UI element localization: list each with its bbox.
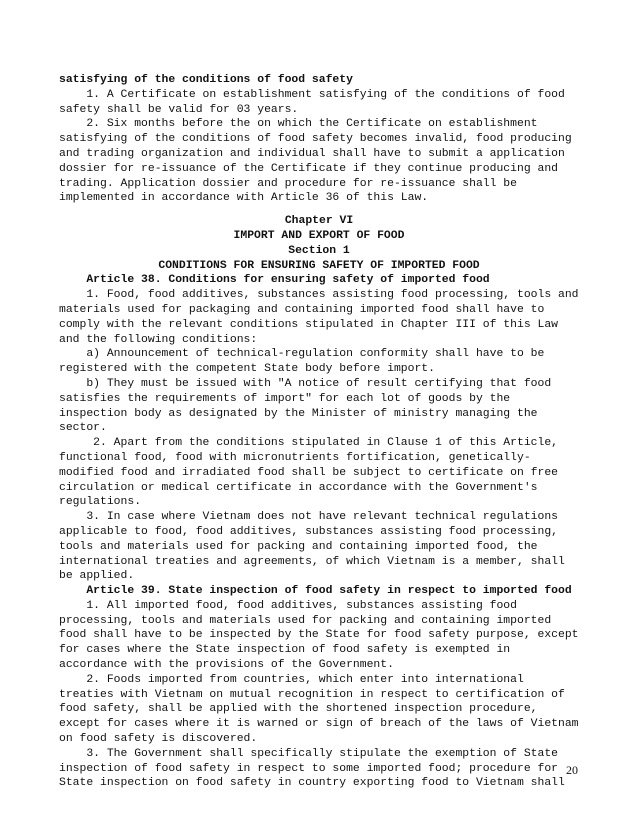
section-number: Section 1: [288, 244, 350, 257]
chapter-title: Chapter VI: [284, 215, 354, 228]
article-38-heading: Article 38. Conditions for ensuring safety of imported food: [59, 274, 490, 287]
text-line: comply with the relevant conditions stipulated in Chapter III of this Law: [59, 318, 558, 331]
text-line: except for cases where it is warned or sign of breach of the laws of Vietnam: [59, 718, 579, 731]
text-line: be applied.: [59, 570, 135, 583]
text-line: materials used for packaging and containing imported food shall have to: [59, 303, 545, 316]
text-line: safety shall be valid for 03 years.: [59, 103, 299, 116]
text-line: and trading organization and individual shall have to submit a application: [59, 147, 565, 160]
page-number: 20: [566, 763, 578, 777]
text-line: satisfies the requirements of import" for each lot of goods by the: [59, 392, 511, 405]
text-line: applicable to food, food additives, substances assisting food processing,: [59, 525, 558, 538]
text-line: a) Announcement of technical-regulation conformity shall have to be: [59, 348, 545, 361]
section-title: CONDITIONS FOR ENSURING SAFETY OF IMPORTED FOOD: [158, 259, 480, 272]
text-line: for cases where the State inspection of food safety is exempted in: [59, 644, 511, 657]
text-line: 2. Foods imported from countries, which enter into international: [59, 673, 524, 686]
text-line: accordance with the provisions of the Government.: [59, 659, 394, 672]
article-39-heading: Article 39. State inspection of food safety in respect to imported food: [59, 585, 572, 598]
text-line: satisfying of the conditions of food safety becomes invalid, food producing: [59, 133, 572, 146]
text-line: food shall have to be inspected by the State for food safety purpose, except: [59, 629, 579, 642]
text-line: 1. Food, food additives, substances assisting food processing, tools and: [59, 289, 579, 302]
text-line: 1. All imported food, food additives, substances assisting food: [59, 599, 517, 612]
text-line: circulation or medical certificate in accordance with the Government's: [59, 481, 538, 494]
text-line: on food safety is discovered.: [59, 733, 258, 746]
text-line: international treaties and agreements, of which Vietnam is a member, shall: [59, 555, 565, 568]
text-line: b) They must be issued with "A notice of result certifying that food: [59, 377, 552, 390]
text-line: 3. The Government shall specifically stipulate the exemption of State: [59, 747, 558, 760]
text-line: trading. Application dossier and procedure for re-issuance shall be: [59, 177, 517, 190]
text-line: and the following conditions:: [59, 333, 258, 346]
chapter-subtitle: IMPORT AND EXPORT OF FOOD: [233, 229, 405, 242]
text-line: sector.: [59, 422, 107, 435]
text-line: processing, tools and materials used for packing and containing imported: [59, 614, 552, 627]
text-line: functional food, food with micronutrients fortification, genetically-: [59, 451, 531, 464]
text-line: dossier for re-issuance of the Certificate if they continue producing and: [59, 162, 558, 175]
text-line: treaties with Vietnam on mutual recognition in respect to certification of: [59, 688, 565, 701]
text-line: 3. In case where Vietnam does not have relevant technical regulations: [59, 511, 558, 524]
spacer: [59, 206, 579, 214]
text-line: inspection of food safety in respect to some imported food; procedure for: [59, 762, 558, 775]
text-line: registered with the competent State body before import.: [59, 363, 435, 376]
text-line: food safety, shall be applied with the shortened inspection procedure,: [59, 703, 538, 716]
document-page: [59, 73, 579, 791]
text-line: regulations.: [59, 496, 142, 509]
text-line: implemented in accordance with Article 36 of this Law.: [59, 192, 429, 205]
text-line: 1. A Certificate on establishment satisfying of the conditions of food: [59, 88, 565, 101]
text-line: modified food and irradiated food shall be subject to certificate on free: [59, 466, 558, 479]
text-line: State inspection on food safety in country exporting food to Vietnam shall: [59, 777, 565, 790]
text-line: 2. Six months before the on which the Certificate on establishment: [59, 118, 538, 131]
text-line: tools and materials used for packing and containing imported food, the: [59, 540, 538, 553]
section-heading: satisfying of the conditions of food safety: [59, 74, 353, 86]
text-line: 2. Apart from the conditions stipulated in Clause 1 of this Article,: [59, 437, 558, 450]
text-line: inspection body as designated by the Minister of ministry managing the: [59, 407, 538, 420]
